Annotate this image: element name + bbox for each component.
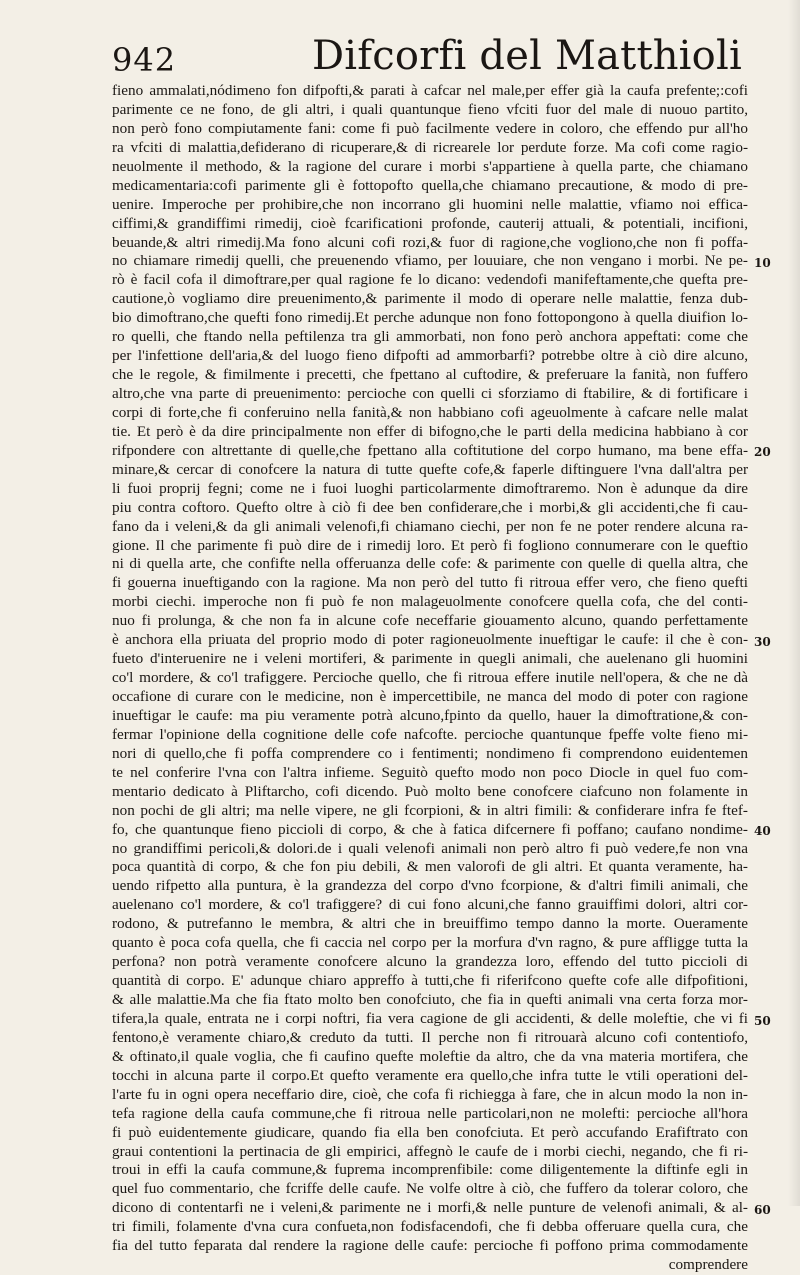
text-line: altro,che vna parte di preuenimento: percioche con quelli ci sforziamo di ftabilire, & di fortificare i	[112, 385, 748, 402]
text-line: bio dimoftrano,che quefti fono rimedij.Et perche adunque non fono fottopongono à quella diuifion lo-	[112, 309, 748, 327]
text-line: ra vfciti di malattia,defiderano di ricuperare,& di ricrearele lor perdute forze. Ma cofi come ragio-	[112, 138, 748, 156]
text-line: poca quantità di corpo, & che fon piu debili, & men valorofi de gli altri. Et quanta veramente, ha-	[112, 858, 748, 876]
text-line: fieno ammalati,nódimeno fon difpofti,& parati à cafcar nel male,per effer già la caufa prefente;:cofi	[112, 82, 748, 99]
text-line: morbi ciechi. imperoche non fi può fe non malageuolmente conofcere quella cofa, che del conti-	[112, 593, 748, 611]
text-line: auelenano co'l mordere, & co'l trafiggere? di cui fono alcuni,che fanno grauiffimi dolori, altri cor-	[112, 896, 748, 914]
text-line: fermar l'opinione della cognitione delle cofe nafcofte. percioche quantunque fpeffe volte fieno mi-	[112, 725, 748, 743]
text-line: ni di quella arte, che confifte nella offeruanza delle cofe: & parimente con quelle di quella altra, che	[112, 555, 748, 573]
text-line: per l'infettione dell'aria,& del luogo fieno difpofti ad ammorbarfi? potrebbe oltre à ciò dire alcuno,	[112, 347, 748, 365]
text-line: ciffimi,& grandiffimi rimedij, cioè fcarificationi profonde, cauterij attuali, & potentiali, incifioni,	[112, 214, 748, 232]
running-title: Difcorfi del Matthioli	[312, 33, 742, 79]
text-line: quantità di corpo. E' adunque chiaro appreffo à tutti,che fi riferifcono quefte cofe alle difpofitioni,	[112, 972, 748, 990]
text-line: nuo fi prolunga, & che non fa in alcune cofe neceffarie giouamento alcuno, quando perfettamente	[112, 612, 748, 630]
text-line: gione. Il che parimente fi può dire de i rimedij loro. Et però fi fogliono connumerare con le queftio	[112, 536, 748, 554]
text-line: te nel conferire l'vna con l'altra infieme. Seguitò quefto modo non poco Diocle in quel fuo com-	[112, 763, 748, 781]
text-line: fi gouerna inueftigando con la ragione. Ma non però del tutto fi ritroua effer vero, che fieno quefti	[112, 574, 748, 592]
text-line: non però fono compiutamente fani: come fi può facilmente vedere in coloro, che effendo pur all'ho	[112, 119, 748, 137]
text-line: che le regole, & fimilmente i precetti, che fpettano al cuftodire, & preferuare la fanità, non fuffero	[112, 366, 748, 384]
page-number: 942	[112, 41, 177, 79]
text-line: piu contra coftoro. Quefto oltre à ciò fi dee ben confiderare,che i morbi,& gli accidenti,che fi cau-	[112, 498, 748, 516]
body-text	[112, 82, 748, 1275]
text-line: quel fuo commentario, che fcriffe delle caufe. Ne volfe oltre à ciò, che fuffero da tolerar coloro, che	[112, 1180, 748, 1198]
text-line: rifpondere con altrettante di quelle,che fpettano alla coftitutione del corpo humano, ma bene effa-	[112, 441, 748, 459]
text-line: & alle malattie.Ma che fia ftato molto ben conofciuto, che fia in quefti animali vna certa forza mor-	[112, 991, 748, 1008]
text-line: ro quelli, che ftando nella peftilenza tra gli ammorbati, non fono però anchora appeftati: come che	[112, 328, 748, 346]
text-line: neuolmente il methodo, & la ragione del curare i morbi s'appartiene à quella parte, che chiamano	[112, 157, 748, 175]
text-line: co'l mordere, & co'l trafiggere. Percioche quello, che fi ritroua effere inutile nell'opera, & che ne dà	[112, 669, 748, 687]
text-line: comprendere	[668, 1256, 748, 1274]
margin-line-number: 50	[754, 1013, 771, 1028]
text-line: occafione di curare con le medicine, non è impercettibile, ne manca del modo di poter con ragione	[112, 688, 748, 705]
text-line: rodono, & putrefanno le membra, & altri che in breuiffimo tempo danno la morte. Oueramente	[112, 915, 748, 933]
text-line: fentono,è veramente chiaro,& creduto da tutti. Il perche non fi ritrouarà alcuno cofi contentiofo,	[112, 1028, 748, 1046]
text-line: cautione,ò vogliamo dire preuenimento,& parimente il modo di operare nelle malattie, fenza dub-	[112, 290, 748, 308]
text-line: fo, che quantunque fieno piccioli di corpo, & che à fatica difcernere fi poffano; caufano nondime-	[112, 820, 748, 838]
text-line: medicamentaria:cofi parimente gli è fottopofto quella,che chiamano precautione, & modo di pre-	[112, 176, 748, 194]
text-line: no grandiffimi pericoli,& dolori.de i quali velenofi animali non però altro fi può vedere,fe non vna	[112, 839, 748, 857]
margin-line-numbers	[754, 0, 784, 1218]
text-line: tocchi in alcuna parte il corpo.Et quefto veramente era quello,che infra tutte le vtili operationi del-	[112, 1066, 748, 1084]
text-line: nori di quello,che fi poffa comprendere co i fentimenti; nondimeno fi comprendono euidentemen	[112, 744, 748, 762]
text-line: non pochi de gli altri; ma nelle vipere, ne gli fcorpioni, & in altri fimili: & confiderare infra fe ftef-	[112, 801, 748, 819]
text-line: tifera,la quale, entrata ne i corpi noftri, fia vera cagione de gli accidenti, & delle moleftie, che vi fi	[112, 1009, 748, 1027]
text-line: mentario dedicato à Pliftarcho, cofi dicendo. Può molto bene conofcere ciafcuno non folamente in	[112, 782, 748, 800]
margin-line-number: 30	[754, 634, 771, 649]
text-line: perfona? non potrà veramente conofcere alcuno la grandezza loro, effendo del tutto piccioli di	[112, 953, 748, 971]
text-line: fi può euidentemente giudicare, quando fia ella ben conofciuta. Et però accufando Erafiftrato con	[112, 1123, 748, 1141]
text-line: tefa ragione della caufa commune,che fi ritroua nelle particolari,non ne molefti: percioche all'hora	[112, 1104, 748, 1122]
text-line: minare,& cercar di conofcere la natura di tutte quefte cofe,& faperle diftinguere l'vna dall'altra per	[112, 460, 748, 478]
text-line: graui contentioni la pertinacia de gli empirici, affegnò le caufe de i morbi ciechi, negando, che fi ri-	[112, 1142, 748, 1160]
text-line: è anchora ella priuata del proprio modo di poter ragioneuolmente inueftigar le caufe: il che è con-	[112, 631, 748, 649]
text-line: inueftigar le caufe: ma piu veramente potrà alcuno,fpinto da quello, hauer la dimoftratione,& con-	[112, 706, 748, 724]
text-line: uendo rifpetto alla puntura, è la grandezza del corpo d'vno fcorpione, & d'altri fimili animali, che	[112, 877, 748, 895]
text-line: corpi di forte,che fi conferuino nella fanità,& non habbiano cofi ageuolmente à cafcare nelle malat	[112, 403, 748, 421]
page-edge-shadow	[788, 0, 800, 1206]
text-line: fueto d'interuenire ne i veleni mortiferi, & parimente in quegli animali, che auelenano gli huomini	[112, 650, 748, 668]
text-line: parimente ce ne fono, de gli altri, i quali quantunque fieno vfciti fuor del male di nuouo partito,	[112, 100, 748, 118]
text-line: tri fimili, folamente d'vna cura confueta,non fodisfacendofi, che fi debba offeruare quella cura, che	[112, 1218, 748, 1236]
text-line: uenire. Imperoche per prohibire,che non incorrano gli huomini nelle malattie, vfiamo noi effica-	[112, 195, 748, 213]
margin-line-number: 20	[754, 445, 771, 460]
text-line: beuande,& altri rimedij.Ma fono alcuni cofi rozi,& fuor di ragione,che vogliono,che non fi poffa-	[112, 233, 748, 251]
margin-line-number: 10	[754, 255, 771, 270]
text-line: dicono di contentarfi ne i veleni,& parimente ne i morfi,& nelle punture de velenofi animali, & al-	[112, 1199, 748, 1217]
text-line: fia del tutto feparata dal rendere la ragione delle caufe: percioche fi poffono prima commodamente	[112, 1237, 748, 1255]
text-line: li fuoi proprij fegni; come ne i fuoi luoghi particolarmente dimoftraremo. Non è adunque da dire	[112, 479, 748, 497]
text-line: no chiamare rimedij quelli, che preuenendo vfiamo, per louuiare, che non vengano i morbi. Ne pe-	[112, 252, 748, 270]
text-line: troui in effi la caufa commune,& fuprema incomprenfibile: come diligentemente la diftinfe egli in	[112, 1161, 748, 1179]
text-line: l'arte fu in ogni opera neceffario dire, cioè, che cofa fi richiegga à fare, che in alcun modo la non in-	[112, 1085, 748, 1103]
text-line: & oftinato,il quale voglia, che fi caufino quefte moleftie da altro, che da vna materia mortifera, che	[112, 1047, 748, 1065]
text-line: fano da i veleni,& da gli animali velenofi,fi chiamano ciechi, per non fe ne poter rendere alcuna ra-	[112, 517, 748, 535]
margin-line-number: 60	[754, 1203, 771, 1218]
page-header	[112, 30, 752, 86]
text-line: rò è facil cofa il dimoftrare,per qual ragione fe lo dicano: vedendofi manifeftamente,che quefta pre-	[112, 271, 748, 289]
margin-line-number: 40	[754, 824, 771, 839]
text-line: tie. Et però è da dire principalmente non effer di bifogno,che le parti della medicina habbiano à cor	[112, 422, 748, 440]
text-line: quanto è poca cofa quella, che fi caccia nel corpo per la morfura d'vn ragno, & pure affligge tutta la	[112, 934, 748, 952]
